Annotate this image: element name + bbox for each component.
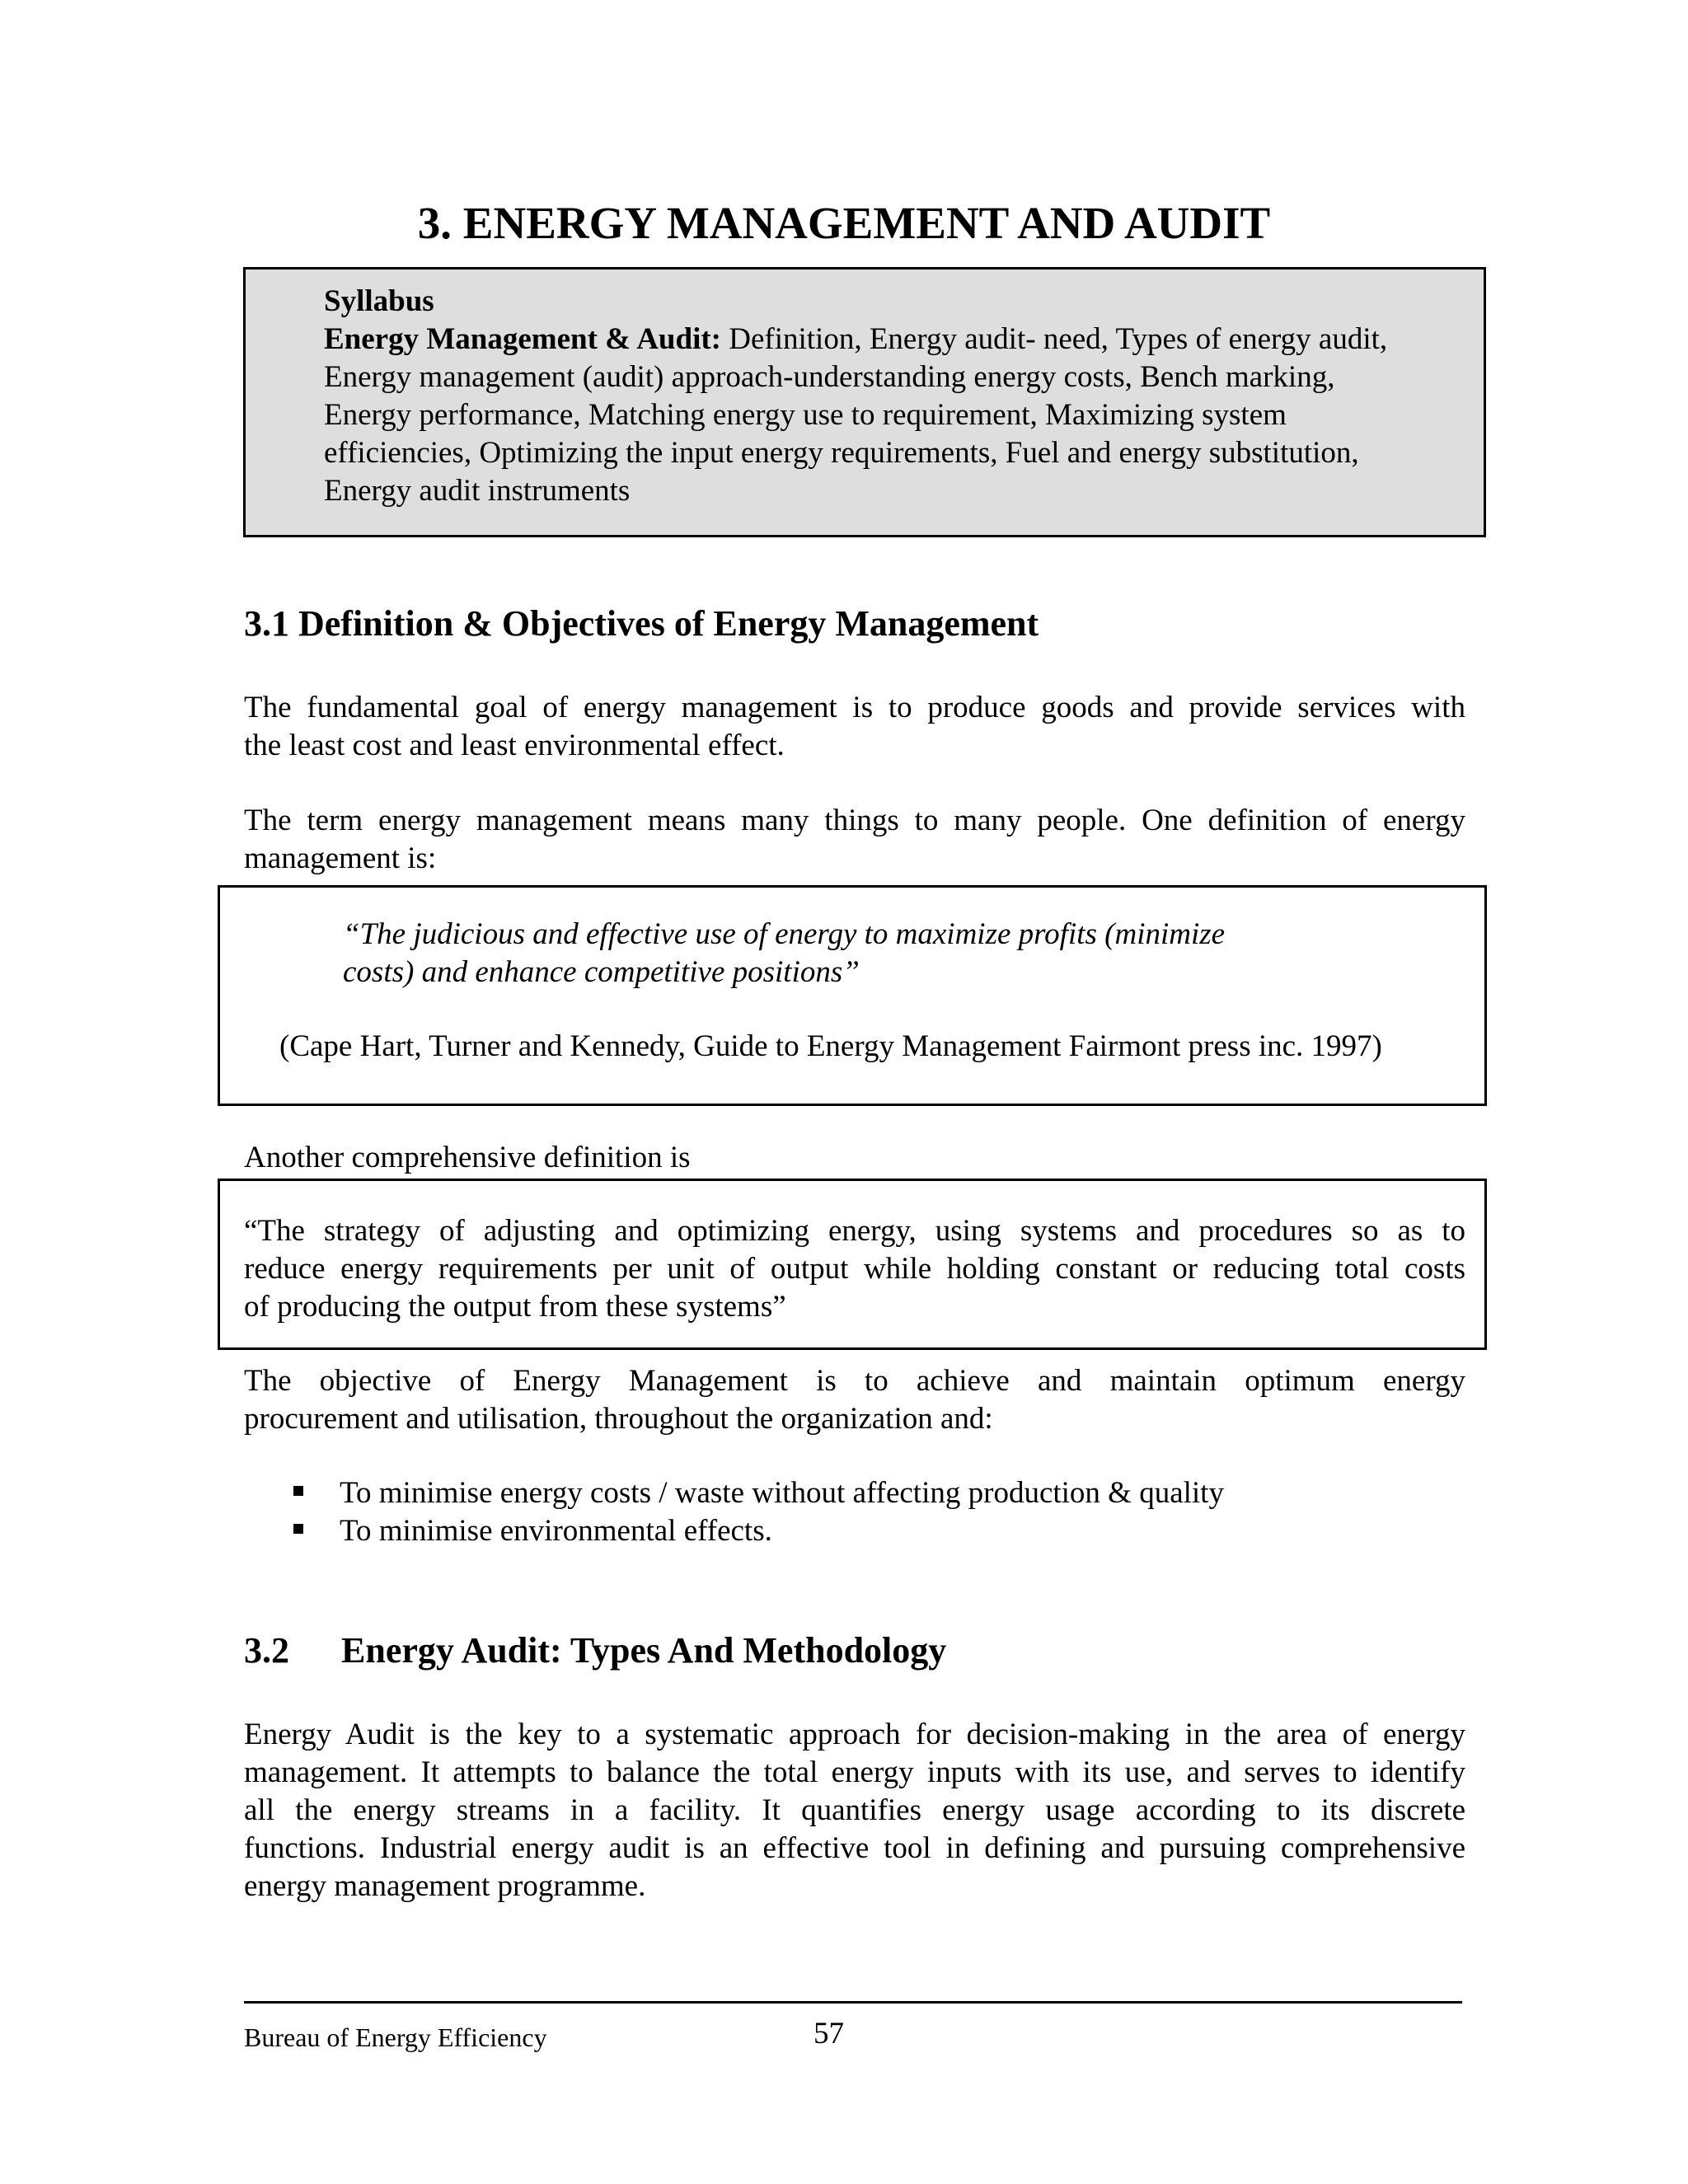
paragraph-line: The objective of Energy Management is to achieve and maintain optimum energy: [244, 1364, 1465, 1398]
syllabus-box: [243, 267, 1486, 537]
section-3-1-heading: 3.1 Definition & Objectives of Energy Management: [244, 603, 1039, 644]
chapter-title: 3. ENERGY MANAGEMENT AND AUDIT: [417, 198, 1271, 248]
section-3-2-heading: [244, 1629, 946, 1673]
quote-line: reduce energy requirements per unit of output while holding constant or reducing total costs: [244, 1252, 1465, 1286]
paragraph-fundamental-goal: [244, 689, 1465, 765]
syllabus-line-5: Energy audit instruments: [324, 474, 631, 508]
strategy-quote: [244, 1212, 1465, 1326]
section-number: 3.2: [244, 1630, 289, 1671]
list-item: [293, 1474, 1224, 1512]
definition-quote: [343, 916, 1225, 991]
bullet-text: To minimise energy costs / waste without affecting production & quality: [340, 1476, 1224, 1510]
syllabus-content: [324, 283, 1478, 510]
paragraph-line: The fundamental goal of energy management is to produce goods and provide services with: [244, 691, 1465, 724]
quote-line: costs) and enhance competitive positions”: [343, 955, 860, 989]
paragraph-line: energy management programme.: [244, 1869, 646, 1903]
paragraph-objective: [244, 1362, 1465, 1438]
quote-citation: (Cape Hart, Turner and Kennedy, Guide to Energy Management Fairmont press inc. 1997): [279, 1029, 1382, 1063]
paragraph-line: all the energy streams in a facility. It quantifies energy usage according to its discrete: [244, 1793, 1465, 1827]
bullet-text: To minimise environmental effects.: [340, 1514, 772, 1548]
syllabus-line-1: [324, 321, 1478, 359]
objective-bullet-list: [293, 1474, 1224, 1550]
syllabus-line-1-text: Definition, Energy audit- need, Types of energy audit,: [721, 322, 1388, 356]
paragraph-line: management. It attempts to balance the total energy inputs with its use, and serves to identify: [244, 1755, 1465, 1789]
syllabus-line-4: efficiencies, Optimizing the input energy requirements, Fuel and energy substitution,: [324, 436, 1359, 470]
quote-line: of producing the output from these systems”: [244, 1290, 786, 1324]
paragraph-term-definition: [244, 802, 1465, 878]
square-bullet-icon: [293, 1524, 303, 1534]
paragraph-line: management is:: [244, 841, 437, 875]
quote-line: “The strategy of adjusting and optimizing energy, using systems and procedures so as to: [244, 1214, 1465, 1248]
paragraph-line: Energy Audit is the key to a systematic approach for decision-making in the area of energy: [244, 1718, 1465, 1751]
syllabus-line-2: Energy management (audit) approach-understanding energy costs, Bench marking,: [324, 360, 1335, 394]
definition-quote-box: [218, 885, 1487, 1106]
page-number: 57: [814, 2017, 844, 2050]
paragraph-line: functions. Industrial energy audit is an effective tool in defining and pursuing comprehensive: [244, 1831, 1465, 1865]
section-title: Energy Audit: Types And Methodology: [341, 1630, 947, 1671]
square-bullet-icon: [293, 1486, 303, 1496]
paragraph-line: procurement and utilisation, throughout the organization and:: [244, 1402, 993, 1436]
syllabus-heading: Syllabus: [324, 284, 434, 318]
paragraph-line: the least cost and least environmental effect.: [244, 729, 785, 762]
paragraph-energy-audit: [244, 1716, 1465, 1905]
syllabus-line-3: Energy performance, Matching energy use to requirement, Maximizing system: [324, 398, 1287, 432]
footer-organization: Bureau of Energy Efficiency: [244, 2022, 547, 2052]
footer-divider: [244, 2001, 1462, 2004]
quote-line: “The judicious and effective use of energy to maximize profits (minimize: [343, 917, 1226, 951]
list-item: [293, 1512, 1224, 1550]
syllabus-lead: Energy Management & Audit:: [324, 322, 721, 356]
another-definition-label: [244, 1139, 1465, 1177]
strategy-quote-box: [218, 1179, 1487, 1350]
paragraph-line: Another comprehensive definition is: [244, 1141, 691, 1174]
paragraph-line: The term energy management means many things to many people. One definition of energy: [244, 804, 1465, 837]
